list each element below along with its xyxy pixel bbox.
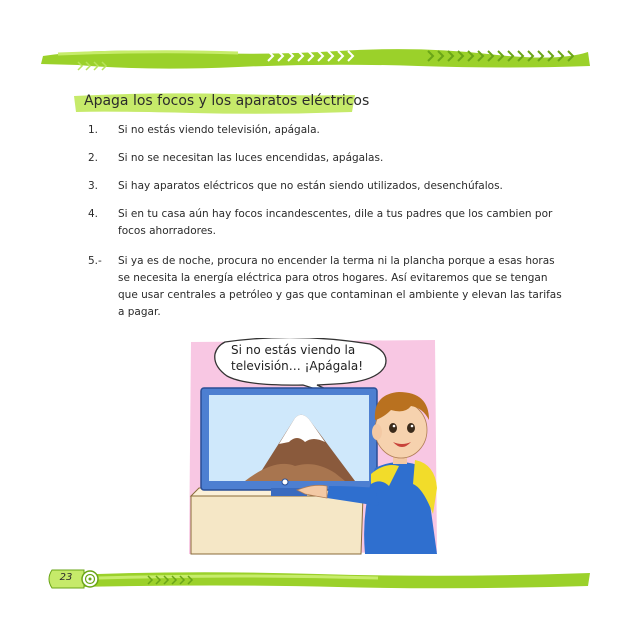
bottom-decorative-band (38, 566, 593, 592)
top-decorative-band (38, 42, 593, 72)
item-number: 4. (88, 208, 99, 220)
item-number: 1. (88, 124, 99, 136)
title-text: Apaga los focos y los aparatos eléctricos (84, 93, 370, 109)
item-text: Si en tu casa aún hay focos incandescentes, dile a tus padres que los cambien por focos ahorradores. (118, 208, 553, 237)
item-text: Si hay aparatos eléctricos que no están siendo utilizados, desenchúfalos. (118, 180, 503, 192)
item-number: 2. (88, 152, 99, 164)
page-number: 23 (59, 572, 73, 583)
section-title (72, 90, 370, 116)
tv-icon (201, 388, 377, 496)
speech-bubble-text: Si no estás viendo la televisión… ¡Apágala! (231, 343, 364, 373)
item-number: 5.- (88, 255, 102, 267)
item-number: 3. (88, 180, 99, 192)
item-text: Si ya es de noche, procura no encender la terma ni la plancha porque a esas horas se necesita la energía eléctrica para otros hogares. Así evitaremos que se tengan que usar centrales a petróleo y gas que contaminan el ambiente y elevan las tarifas a pagar. (118, 255, 562, 318)
item-text: Si no se necesitan las luces encendidas, apágalas. (118, 152, 384, 164)
item-text: Si no estás viendo televisión, apágala. (118, 124, 320, 136)
